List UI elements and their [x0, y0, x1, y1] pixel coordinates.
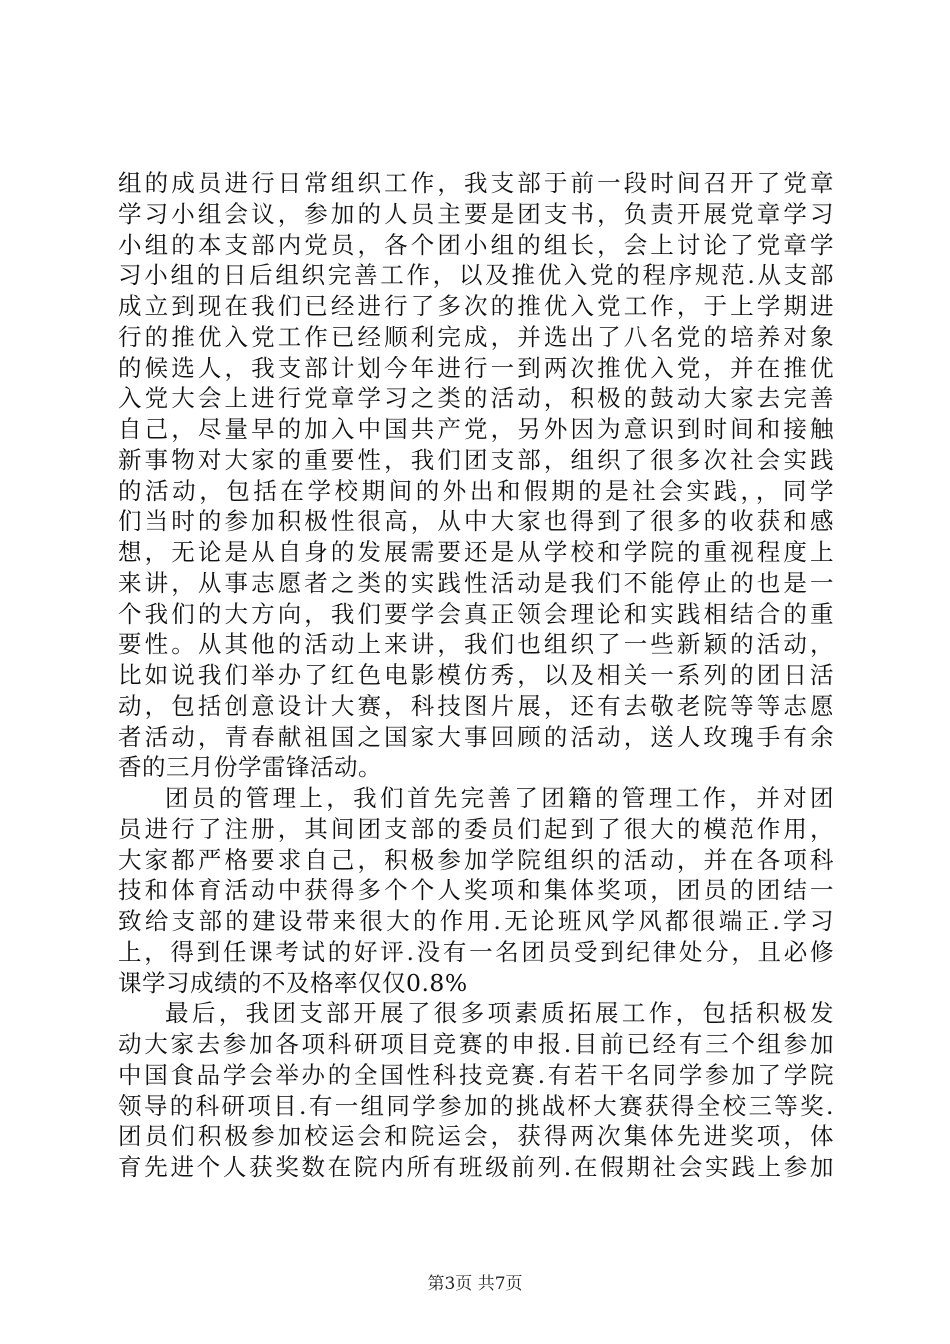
text-line: 们当时的参加积极性很高，从中大家也得到了很多的收获和感 [118, 507, 834, 536]
text-line: 习小组的日后组织完善工作，以及推优入党的程序规范.从支部 [118, 261, 834, 290]
text-line: 要性。从其他的活动上来讲，我们也组织了一些新颖的活动， [118, 630, 834, 659]
text-line: 上，得到任课考试的好评.没有一名团员受到纪律处分，且必修 [118, 937, 834, 966]
text-line: 新事物对大家的重要性，我们团支部，组织了很多次社会实践 [118, 445, 834, 474]
text-line: 学习小组会议，参加的人员主要是团支书，负责开展党章学习 [118, 199, 834, 228]
text-line: 大家都严格要求自己，积极参加学院组织的活动，并在各项科 [118, 845, 834, 874]
text-line: 想，无论是从自身的发展需要还是从学校和学院的重视程度上 [118, 538, 834, 566]
text-line: 致给支部的建设带来很大的作用.无论班风学风都很端正.学习 [118, 907, 834, 935]
text-line: 个我们的大方向，我们要学会真正领会理论和实践相结合的重 [118, 599, 834, 628]
text-line: 的活动，包括在学校期间的外出和假期的是社会实践，，同学 [118, 476, 834, 505]
text-line: 团员们积极参加校运会和院运会，获得两次集体先进奖项，体 [118, 1122, 834, 1151]
text-line: 入党大会上进行党章学习之类的活动，积极的鼓动大家去完善 [118, 384, 834, 413]
text-line: 者活动，青春献祖国之国家大事回顾的活动，送人玫瑰手有余 [118, 722, 834, 751]
page-footer: 第3页 共7页 [427, 1274, 523, 1294]
text-line: 领导的科研项目.有一组同学参加的挑战杯大赛获得全校三等奖. [118, 1091, 834, 1120]
text-line: 的候选人，我支部计划今年进行一到两次推优入党，并在推优 [118, 353, 834, 382]
text-line: 香的三月份学雷锋活动。 [118, 753, 382, 782]
text-line: 动大家去参加各项科研项目竞赛的申报.目前已经有三个组参加 [118, 1030, 834, 1058]
text-line: 最后，我团支部开展了很多项素质拓展工作，包括积极发 [165, 999, 834, 1028]
document-body [118, 168, 834, 1183]
text-line: 行的推优入党工作已经顺利完成，并选出了八名党的培养对象 [118, 322, 834, 351]
text-line: 自己，尽量早的加入中国共产党，另外因为意识到时间和接触 [118, 415, 834, 443]
text-line: 比如说我们举办了红色电影模仿秀，以及相关一系列的团日活 [118, 661, 834, 689]
text-line: 中国食品学会举办的全国性科技竞赛.有若干名同学参加了学院 [118, 1060, 834, 1089]
text-line: 小组的本支部内党员，各个团小组的组长，会上讨论了党章学 [118, 230, 834, 259]
text-line: 技和体育活动中获得多个个人奖项和集体奖项，团员的团结一 [118, 876, 834, 905]
text-line: 来讲，从事志愿者之类的实践性活动是我们不能停止的也是一 [118, 568, 834, 597]
text-line: 员进行了注册，其间团支部的委员们起到了很大的模范作用， [118, 814, 834, 843]
text-line: 团员的管理上，我们首先完善了团籍的管理工作，并对团 [165, 784, 834, 812]
text-line: 育先进个人获奖数在院内所有班级前列.在假期社会实践上参加 [118, 1153, 834, 1181]
text-line: 动，包括创意设计大赛，科技图片展，还有去敬老院等等志愿 [118, 691, 834, 720]
text-line: 组的成员进行日常组织工作，我支部于前一段时间召开了党章 [118, 169, 834, 197]
text-line: 课学习成绩的不及格率仅仅0.8% [118, 968, 468, 997]
text-line: 成立到现在我们已经进行了多次的推优入党工作，于上学期进 [118, 292, 834, 320]
